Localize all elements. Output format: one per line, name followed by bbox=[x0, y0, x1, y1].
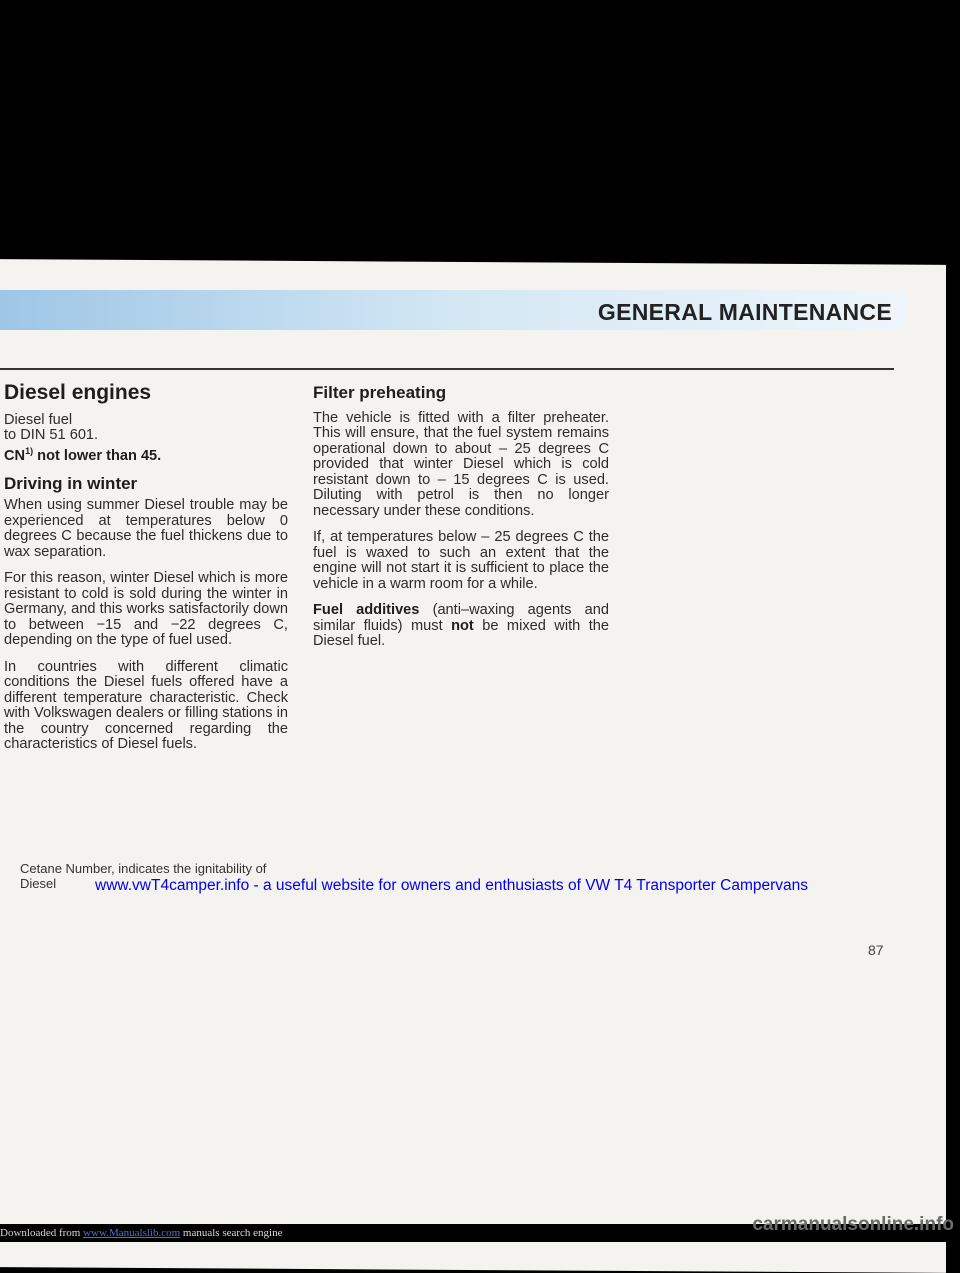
filter-preheating-heading: Filter preheating bbox=[313, 383, 447, 402]
diesel-engines-heading: Diesel engines bbox=[4, 381, 152, 404]
watermark-text: carmanualsonline.info bbox=[752, 1214, 954, 1235]
left-column bbox=[4, 381, 288, 764]
fuel-additives-text-1: (anti–waxing agents and similar fluids) must bbox=[313, 602, 609, 634]
section-title: GENERAL MAINTENANCE bbox=[597, 299, 892, 325]
footnote-line-1: Cetane Number, indicates the ignitability of bbox=[20, 861, 267, 876]
winter-paragraph-2: For this reason, winter Diesel which is more resistant to cold is sold during the winter in Germany, and this works satisfactorily down to between −15 and −22 degrees C, depending on the type of fuel used. bbox=[4, 570, 288, 649]
preheating-paragraph-2: If, at temperatures below – 25 degrees C the fuel is waxed to such an extent that the engine will not start it is sufficient to place the vehicle in a warm room for a while. bbox=[313, 529, 609, 592]
fuel-additives-paragraph bbox=[313, 603, 609, 650]
footnote-line-2: Diesel bbox=[20, 876, 57, 891]
winter-paragraph-3: In countries with different climatic conditions the Diesel fuels offered have a different temperature characteristic. Check with Volkswagen dealers or filling stations in the country concerned regarding the characteristics of Diesel fuels. bbox=[4, 658, 288, 753]
website-note: www.vwT4camper.info - a useful website for owners and enthusiasts of VW T4 Transporter Campervans bbox=[95, 877, 809, 894]
cn-requirement-text: not lower than 45. bbox=[33, 447, 162, 464]
fuel-spec-line2: to DIN 51 601. bbox=[4, 427, 99, 443]
cetane-requirement bbox=[4, 444, 288, 464]
fuel-additives-label: Fuel additives bbox=[313, 602, 420, 618]
fuel-additives-text-2: be mixed with the Diesel fuel. bbox=[313, 617, 609, 649]
header-rule bbox=[0, 368, 894, 370]
preheating-paragraph-1: The vehicle is fitted with a filter preheater. This will ensure, that the fuel system remains operational down to about – 25 degrees C provided that winter Diesel which is cold resistant down to – 15 degrees C is used. Diluting with petrol is then no longer necessary under these conditions. bbox=[313, 409, 609, 519]
manualslib-link[interactable]: www.Manualslib.com bbox=[83, 1227, 181, 1239]
cn-label: CN bbox=[4, 447, 26, 464]
driving-in-winter-heading: Driving in winter bbox=[4, 473, 138, 493]
scan-top-margin bbox=[0, 0, 960, 262]
download-suffix: manuals search engine bbox=[180, 1227, 283, 1239]
download-prefix: Downloaded from bbox=[0, 1227, 84, 1239]
right-column bbox=[313, 385, 609, 661]
fuel-spec-line1: Diesel fuel bbox=[4, 411, 73, 428]
winter-paragraph-1: When using summer Diesel trouble may be experienced at temperatures below 0 degrees C because the fuel thickens due to wax separation. bbox=[4, 497, 288, 560]
cn-footnote-marker: 1) bbox=[25, 445, 34, 456]
fuel-additives-not: not bbox=[451, 617, 474, 634]
page-number: 87 bbox=[868, 942, 884, 958]
